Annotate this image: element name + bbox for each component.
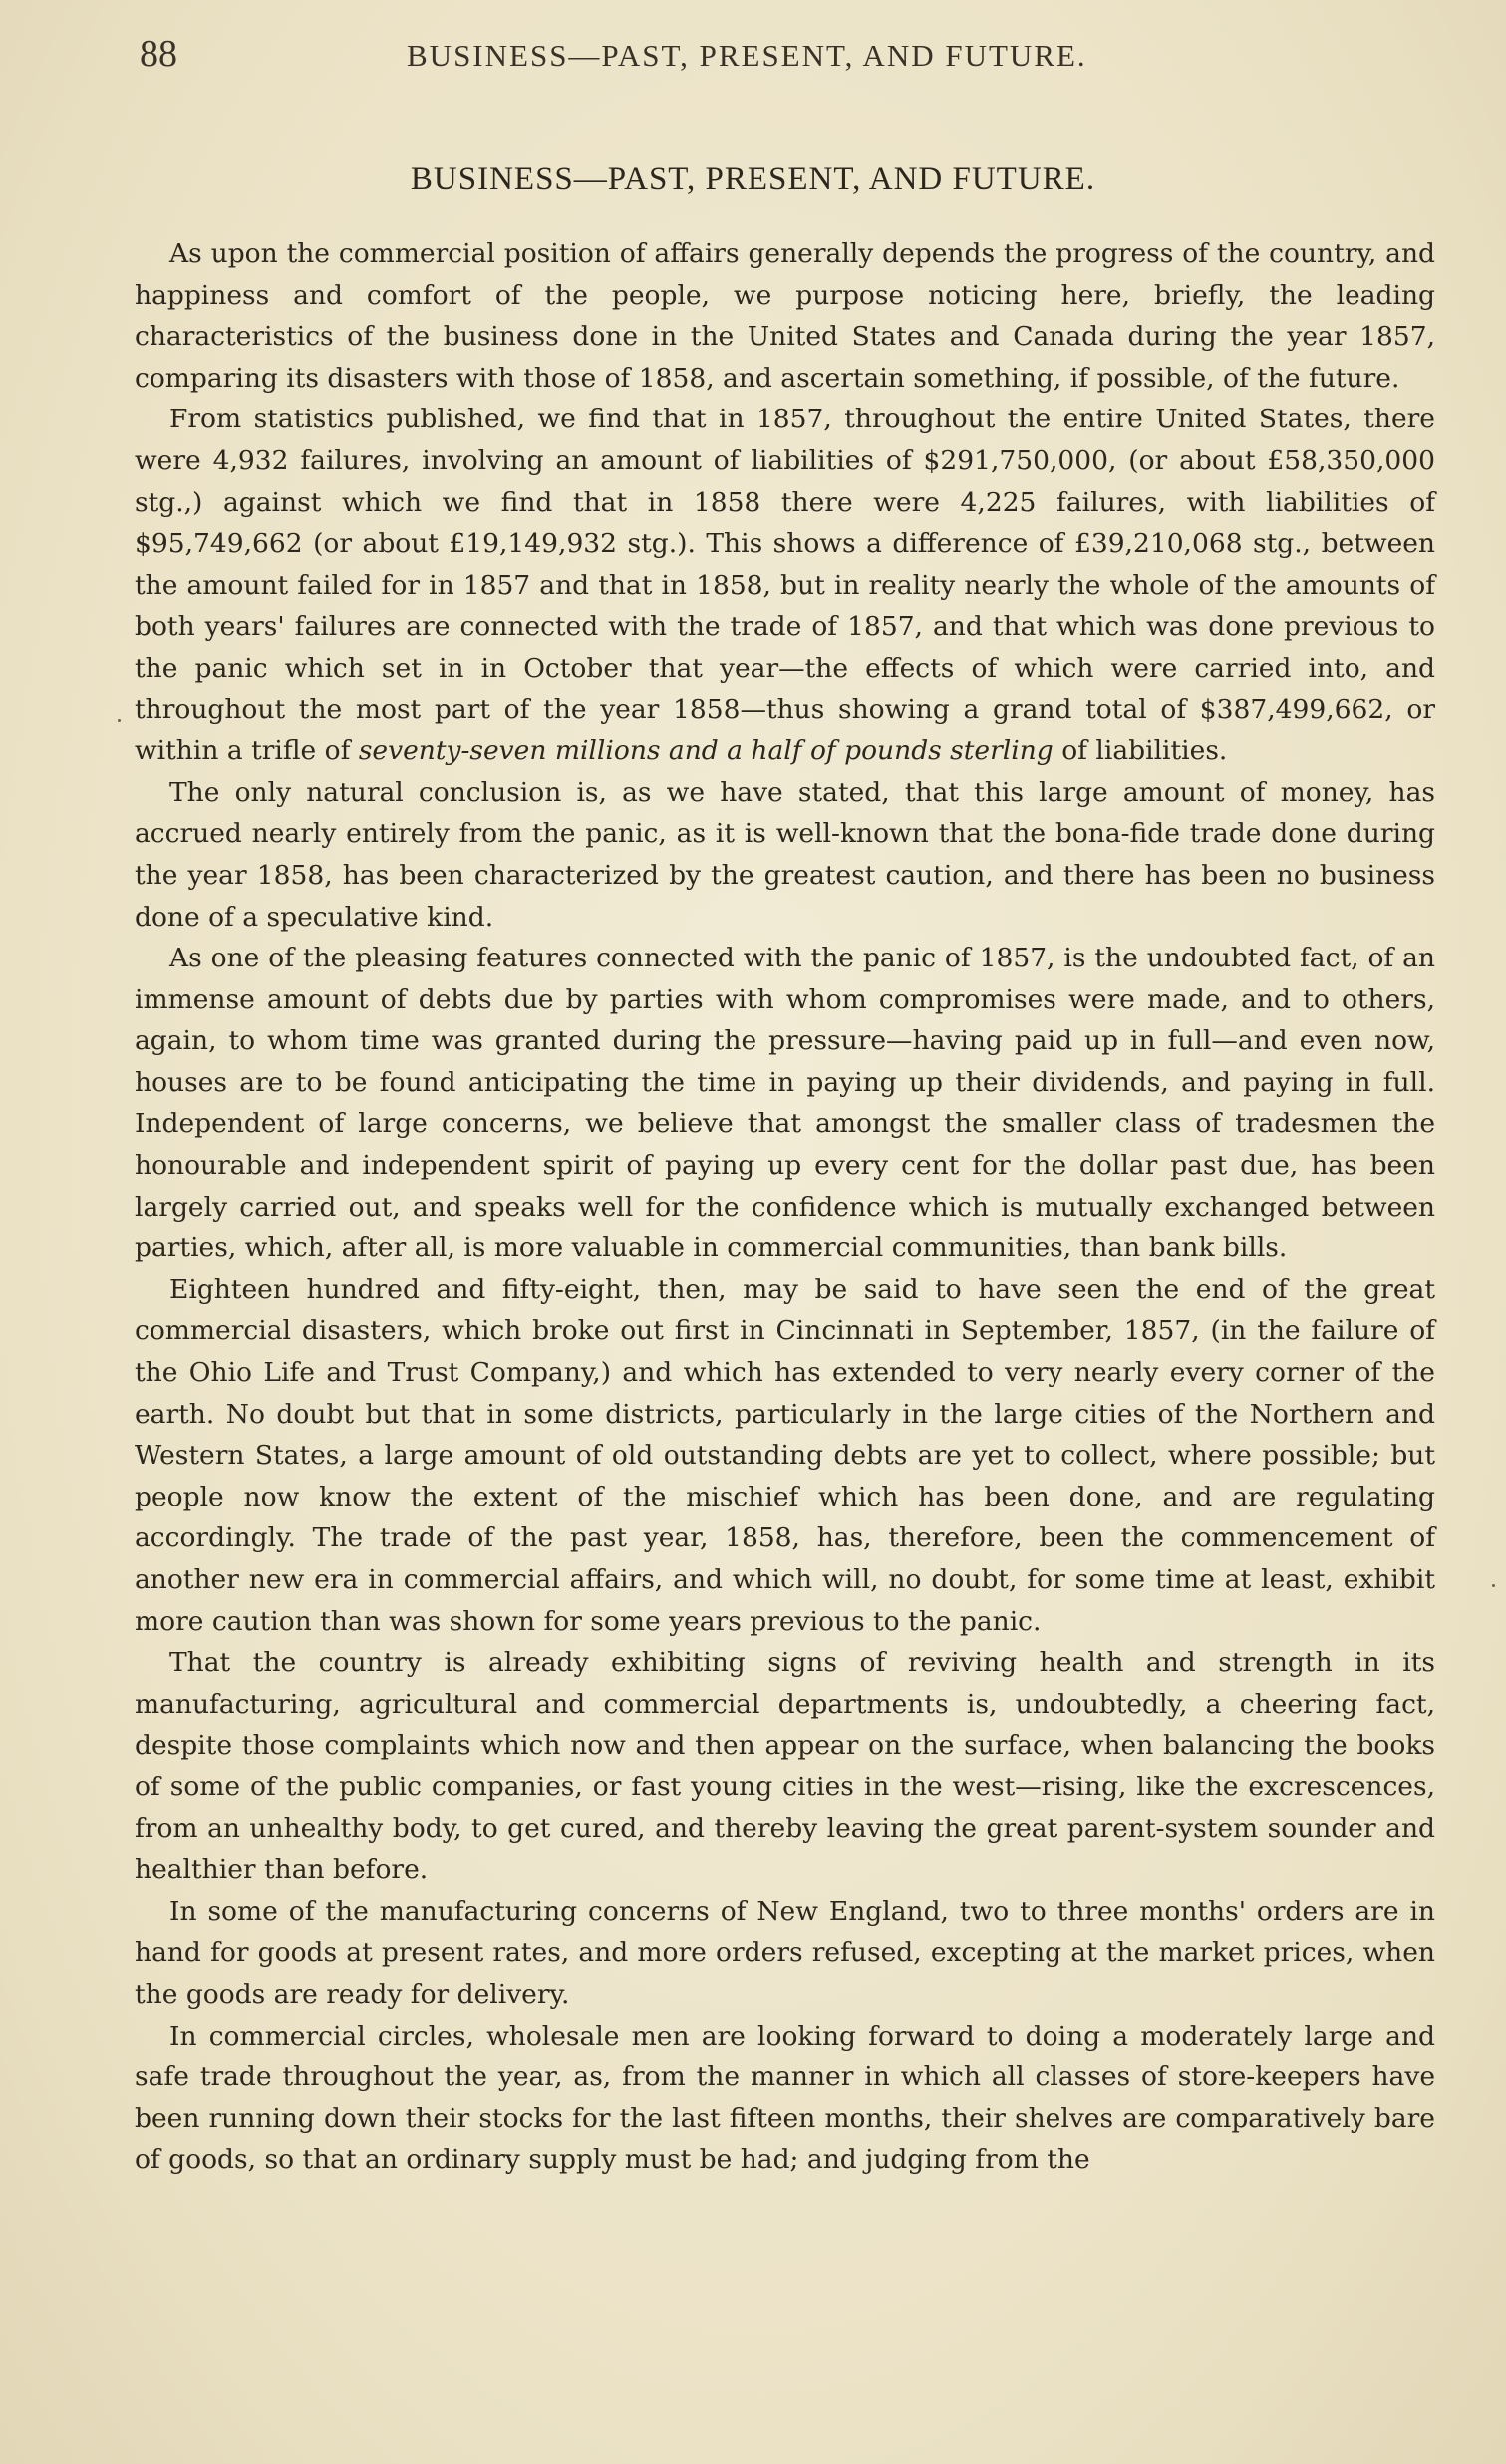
paper-speck: [118, 719, 121, 722]
paragraph-5: Eighteen hundred and fifty-eight, then, may be said to have seen the end of the great commercial disasters, which broke out first in Cincinnati in September, 1857, (in the failure of the Ohio Life and Trust Company,) and which has extended to very nearly every corner of the earth. No doubt but that in some districts, particularly in the large cities of the Northern and Western States, a large amount of old outstanding debts are yet to collect, where possible; but people now know the extent of the mischief which has been done, and are regulating accordingly. The trade of the past year, 1858, has, therefore, been the commencement of another new era in commercial affairs, and which will, no doubt, for some time at least, exhibit more caution than was shown for some years previous to the panic.: [135, 1273, 1435, 1637]
paper-speck: [1492, 1584, 1495, 1587]
page-number: 88: [140, 33, 177, 75]
paragraph-2-text: From statistics published, we find that in 1857, throughout the entire United States, there were 4,932 failures, involving an amount of liabilities of $291,750,000, (or about £58,350,000 stg.,) against which we find that in 1858 there were 4,225 failures, with liabilities of $95,749,662 (or about £19,149,932 stg.). This shows a difference of £39,210,068 stg., between the amount failed for in 1857 and that in 1858, but in reality nearly the whole of the amounts of both years' failures are connected with the trade of 1857, and that which was done previous to the panic which set in in October that year—the effects of which were carried into, and throughout the most part of the year 1858—thus showing a grand total of $387,499,662, or within a trifle of: [135, 404, 1435, 767]
paragraph-7: In some of the manufacturing concerns of New England, two to three months' orders are in hand for goods at present rates, and more orders refused, excepting at the market prices, when the goods are ready for delivery.: [135, 1895, 1435, 2010]
paragraph-2-italic: seventy-seven millions and a half of pounds sterling: [358, 735, 1054, 767]
article-title: BUSINESS—PAST, PRESENT, AND FUTURE.: [410, 161, 1096, 197]
running-title: BUSINESS—PAST, PRESENT, AND FUTURE.: [407, 38, 1087, 73]
article-body: [135, 233, 1435, 2181]
paragraph-2-end: of liabilities.: [1053, 735, 1228, 767]
paragraph-2: [135, 399, 1435, 771]
paragraph-3: The only natural conclusion is, as we have stated, that this large amount of money, has accrued nearly entirely from the panic, as it is well-known that the bona-fide trade done during the year 1858, has been characterized by the greatest caution, and there has been no business done of a speculative kind.: [135, 776, 1435, 933]
paragraph-6: That the country is already exhibiting signs of reviving health and strength in its manufacturing, agricultural and commercial departments is, undoubtedly, a cheering fact, despite those complaints which now and then appear on the surface, when balancing the books of some of the public companies, or fast young cities in the west—rising, like the excrescences, from an unhealthy body, to get cured, and thereby leaving the great parent-system sounder and healthier than before.: [135, 1647, 1435, 1886]
paragraph-8: In commercial circles, wholesale men are looking forward to doing a moderately large and safe trade throughout the year, as, from the manner in which all classes of store-keepers have been running down their stocks for the last fifteen months, their shelves are comparatively bare of goods, so that an ordinary supply must be had; and judging from the: [135, 2020, 1435, 2176]
running-head: [140, 32, 1425, 82]
paragraph-1: As upon the commercial position of affairs generally depends the progress of the country, and happiness and comfort of the people, we purpose noticing here, briefly, the leading characteristics of the business done in the United States and Canada during the year 1857, comparing its disasters with those of 1858, and ascertain something, if possible, of the future.: [135, 238, 1435, 394]
paragraph-4: As one of the pleasing features connected with the panic of 1857, is the undoubted fact, of an immense amount of debts due by parties with whom compromises were made, and to others, again, to whom time was granted during the pressure—having paid up in full—and even now, houses are to be found anticipating the time in paying up their dividends, and paying in full. Independent of large concerns, we believe that amongst the smaller class of tradesmen the honourable and independent spirit of paying up every cent for the dollar past due, has been largely carried out, and speaks well for the confidence which is mutually exchanged between parties, which, after all, is more valuable in commercial communities, than bank bills.: [135, 943, 1435, 1264]
